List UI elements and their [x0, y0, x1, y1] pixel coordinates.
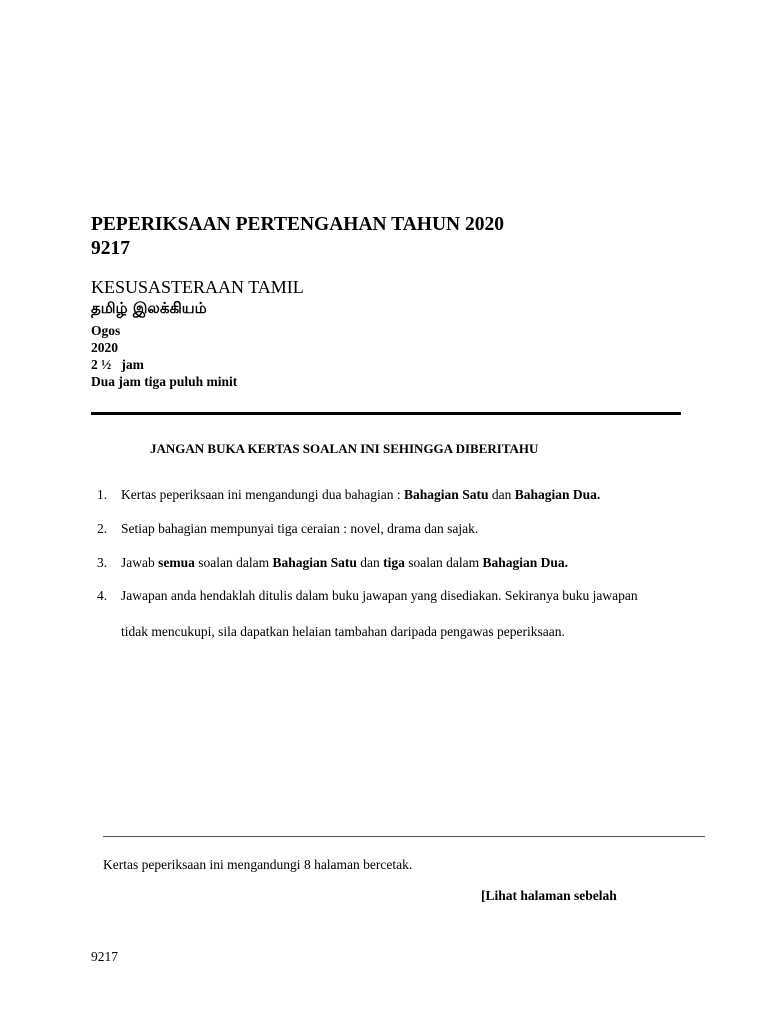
exam-duration-words: Dua jam tiga puluh minit: [91, 374, 238, 389]
instruction-segment: Jawab: [121, 555, 159, 570]
instruction-text: [121, 486, 600, 504]
instruction-segment: soalan dalam: [194, 555, 273, 570]
instruction-emphasis: tiga: [383, 555, 405, 570]
subject-name: KESUSASTERAAN TAMIL: [91, 277, 304, 297]
instruction-number: 2.: [97, 521, 108, 536]
instruction-emphasis: semua: [158, 555, 195, 570]
instruction-segment: Kertas peperiksaan ini mengandungi dua bahagian :: [121, 487, 405, 502]
instruction-4-continued: tidak mencukupi, sila dapatkan helaian tambahan daripada pengawas peperiksaan.: [121, 624, 565, 639]
instruction-emphasis: Bahagian Dua.: [514, 487, 601, 502]
page-count-note: Kertas peperiksaan ini mengandungi 8 halaman bercetak.: [103, 857, 413, 872]
instruction-segment: Setiap bahagian mempunyai tiga ceraian : novel, drama dan sajak.: [121, 521, 479, 536]
instruction-number: 4.: [97, 588, 108, 603]
instruction-emphasis: Bahagian Satu: [272, 555, 357, 570]
instruction-segment: Jawapan anda hendaklah ditulis dalam buku jawapan yang disediakan. Sekiranya buku jawapan: [121, 588, 638, 603]
exam-month: Ogos: [91, 323, 121, 338]
next-page-note: [Lihat halaman sebelah: [481, 888, 617, 903]
instruction-segment: dan: [356, 555, 384, 570]
exam-year: 2020: [91, 340, 118, 355]
instruction-emphasis: Bahagian Dua.: [482, 555, 569, 570]
paper-code: 9217: [91, 238, 130, 259]
instruction-number: 3.: [97, 555, 108, 570]
instruction-text: [121, 554, 568, 572]
footer-paper-code: 9217: [91, 949, 118, 964]
instruction-text: [121, 520, 478, 538]
header-divider: [91, 412, 681, 415]
subject-name-tamil: தமிழ் இலக்கியம்: [91, 299, 207, 317]
footer-divider: [103, 836, 705, 837]
instruction-emphasis: Bahagian Satu: [404, 487, 489, 502]
instruction-text: [121, 587, 638, 605]
exam-duration: 2 ½ jam: [91, 357, 144, 372]
instruction-number: 1.: [97, 487, 108, 502]
exam-title: PEPERIKSAAN PERTENGAHAN TAHUN 2020: [91, 214, 505, 235]
warning-notice: JANGAN BUKA KERTAS SOALAN INI SEHINGGA DIBERITAHU: [150, 441, 539, 456]
instruction-segment: dan: [488, 487, 515, 502]
instruction-segment: soalan dalam: [404, 555, 483, 570]
